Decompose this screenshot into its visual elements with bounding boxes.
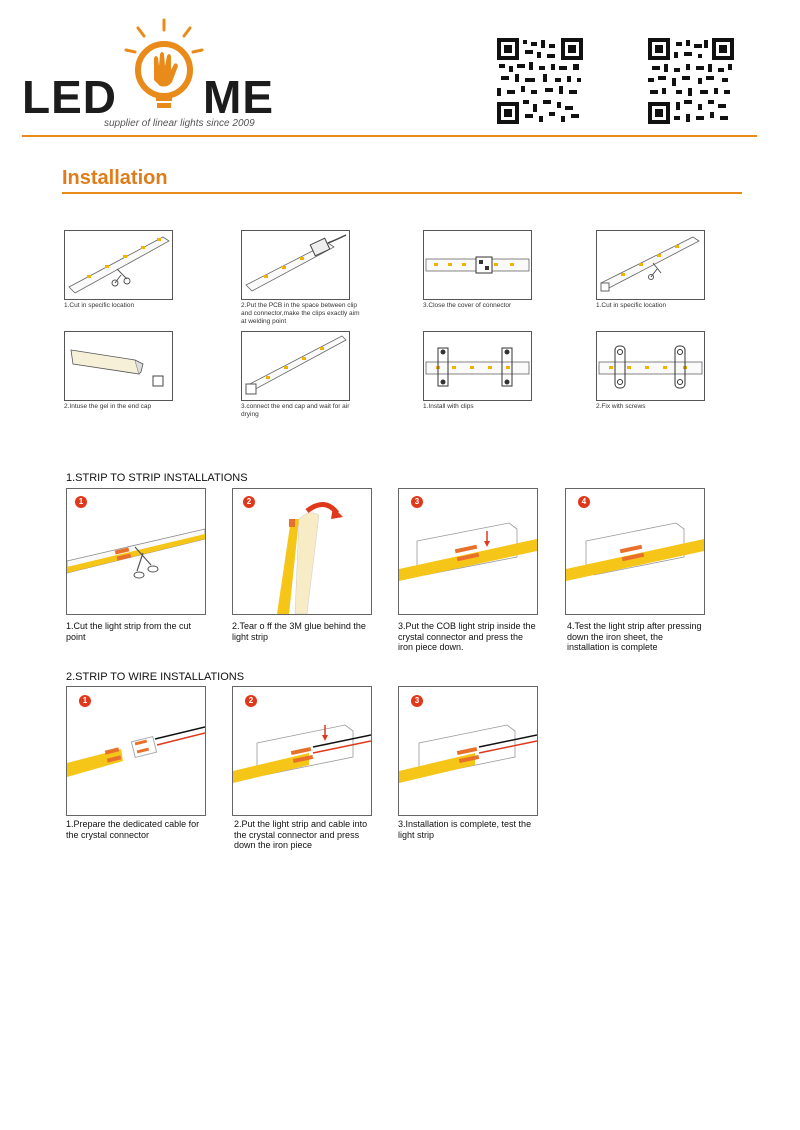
step-caption: 2.Intuse the gel in the end cap (64, 403, 152, 410)
s2w-step-3-caption: 3.Installation is complete, test the light strip (398, 819, 532, 840)
step-number-badge: 3 (411, 695, 423, 707)
s2w-step-1-image (66, 686, 206, 816)
step-number-badge: 2 (243, 496, 255, 508)
qr-code-icon (497, 38, 583, 124)
s2s-step-1-image (66, 488, 206, 615)
page-title: Installation (62, 167, 168, 189)
logo-text-led: LED (22, 71, 117, 123)
step-caption: 1.Install with clips (423, 403, 474, 410)
title-underline (62, 192, 742, 194)
s2s-step-3-image (398, 488, 538, 615)
step-image-gel (64, 331, 173, 401)
step-image-cut-2 (596, 230, 705, 300)
s2s-step-2-image (232, 488, 372, 615)
step-number-badge: 1 (75, 496, 87, 508)
step-caption: 3.Close the cover of connector (423, 302, 512, 309)
step-image-screws (596, 331, 705, 401)
step-caption: 1.Cut in specific location (64, 302, 135, 309)
step-number-badge: 4 (578, 496, 590, 508)
step-caption: 2.Put the PCB in the space between clip and connector,make the clips exactly aim at welding point (241, 302, 360, 325)
qr-code-icon (648, 38, 734, 124)
step-image-cut (64, 230, 173, 300)
step-caption: 3.connect the end cap and wait for air drying (241, 403, 350, 418)
step-image-clip (241, 230, 350, 300)
bulb-logo-icon (124, 18, 204, 122)
logo-text-me: ME (203, 71, 274, 123)
step-number-badge: 3 (411, 496, 423, 508)
s2s-step-1-caption: 1.Cut the light strip from the cut point (66, 621, 192, 642)
s2s-step-4-caption: 4.Test the light strip after pressing down the iron sheet, the installation is complete (567, 621, 702, 652)
step-number-badge: 1 (79, 695, 91, 707)
s2w-step-3-image (398, 686, 538, 816)
step-caption: 2.Fix with screws (596, 403, 646, 410)
s2s-step-4-image (565, 488, 705, 615)
step-image-endcap (241, 331, 350, 401)
step-caption: 1.Cut in specific location (596, 302, 667, 309)
strip-to-wire-heading: 2.STRIP TO WIRE INSTALLATIONS (66, 671, 245, 683)
logo-tagline: supplier of linear lights since 2009 (104, 118, 255, 129)
s2w-step-2-caption: 2.Put the light strip and cable into the crystal connector and press down the iron piece (234, 819, 368, 850)
strip-to-strip-heading: 1.STRIP TO STRIP INSTALLATIONS (66, 472, 248, 484)
s2s-step-2-caption: 2.Tear o ff the 3M glue behind the light strip (232, 621, 366, 642)
header-divider (22, 135, 757, 137)
s2w-step-1-caption: 1.Prepare the dedicated cable for the crystal connector (66, 819, 200, 840)
s2w-step-2-image (232, 686, 372, 816)
step-number-badge: 2 (245, 695, 257, 707)
s2s-step-3-caption: 3.Put the COB light strip inside the crystal connector and press the iron piece down. (398, 621, 536, 652)
step-image-clips (423, 331, 532, 401)
step-image-connector (423, 230, 532, 300)
